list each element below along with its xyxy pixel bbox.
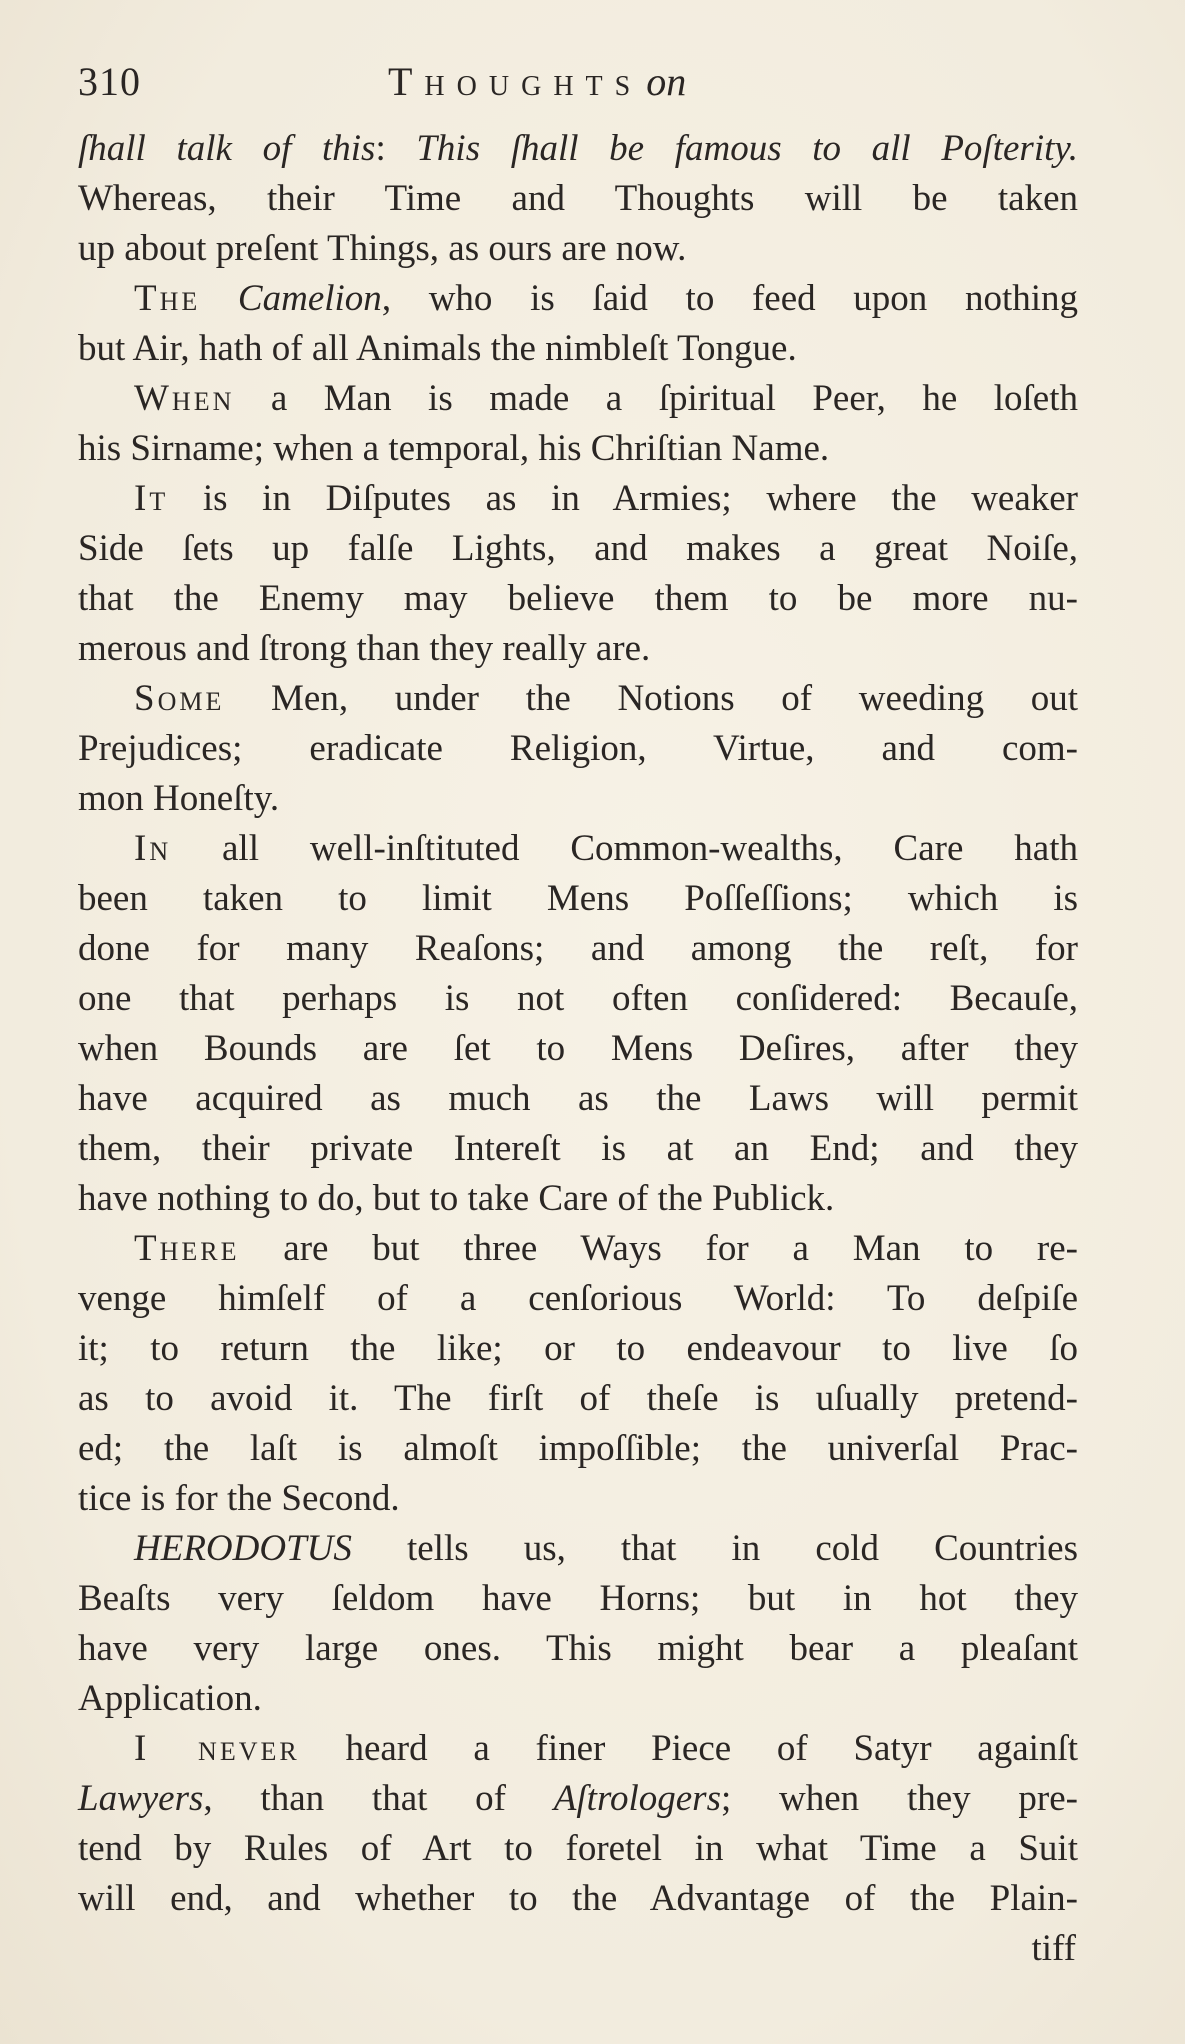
running-head: [388, 58, 686, 105]
text-run: :: [375, 128, 417, 169]
text-line: [78, 1474, 1078, 1524]
text-line: [78, 1924, 1078, 1974]
running-head-title: Thoughts: [388, 59, 643, 104]
body-text: [78, 124, 1078, 1974]
text-run: Camelion: [237, 278, 382, 319]
text-line: [78, 524, 1078, 574]
text-run: tend by Rules of Art to foretel in what Time a Suit: [78, 1828, 1078, 1869]
text-line: [78, 624, 1078, 674]
text-run: them, their private Intereſt is at an End; and they: [78, 1128, 1078, 1169]
text-run: The: [134, 278, 201, 319]
text-run: In: [134, 828, 172, 869]
text-line: [78, 1724, 1078, 1774]
text-line: [78, 1624, 1078, 1674]
text-line: [78, 724, 1078, 774]
text-run: Whereas, their Time and Thoughts will be taken: [78, 178, 1078, 219]
running-head-italic: on: [646, 59, 687, 104]
text-line: [78, 224, 1078, 274]
text-run: Men, under the Notions of weeding out: [224, 678, 1078, 719]
text-run: [200, 278, 238, 319]
text-line: [78, 674, 1078, 724]
text-line: [78, 474, 1078, 524]
text-run: heard a finer Piece of Satyr againſt: [299, 1728, 1078, 1769]
text-run: Lawyers: [78, 1778, 204, 1819]
text-line: [78, 824, 1078, 874]
text-line: [78, 1224, 1078, 1274]
text-run: Some: [134, 678, 225, 719]
text-line: [78, 574, 1078, 624]
text-run: I never: [134, 1728, 300, 1769]
text-line: [78, 1424, 1078, 1474]
text-line: [78, 1374, 1078, 1424]
text-run: are but three Ways for a Man to re-: [239, 1228, 1078, 1269]
text-run: Aſtrologers: [553, 1778, 721, 1819]
text-line: [78, 174, 1078, 224]
text-run: as to avoid it. The firſt of theſe is uſually pretend-: [78, 1378, 1078, 1419]
text-line: [78, 374, 1078, 424]
text-line: [78, 1024, 1078, 1074]
text-run: When: [134, 378, 235, 419]
text-run: Application.: [78, 1678, 262, 1719]
text-run: This ſhall be famous to all Poſterity.: [416, 128, 1079, 169]
text-run: venge himſelf of a cenſorious World: To deſpiſe: [78, 1278, 1078, 1319]
text-run: up about preſent Things, as ours are now.: [78, 228, 687, 269]
text-run: done for many Reaſons; and among the reſt, for: [78, 928, 1078, 969]
text-run: have very large ones. This might bear a pleaſant: [78, 1628, 1078, 1669]
text-run: when Bounds are ſet to Mens Deſires, after they: [78, 1028, 1078, 1069]
text-run: There: [134, 1228, 240, 1269]
text-line: [78, 274, 1078, 324]
page-header: [78, 58, 1078, 118]
text-run: tiff: [1031, 1928, 1076, 1969]
text-run: will end, and whether to the Advantage of the Plain-: [78, 1878, 1078, 1919]
text-run: have acquired as much as the Laws will permit: [78, 1078, 1078, 1119]
text-run: ed; the laſt is almoſt impoſſible; the univerſal Prac-: [78, 1428, 1078, 1469]
page-number: 310: [78, 59, 141, 104]
text-run: HERODOTUS: [134, 1528, 352, 1569]
text-run: tice is for the Second.: [78, 1478, 400, 1519]
text-run: Side ſets up falſe Lights, and makes a great Noiſe,: [78, 528, 1078, 569]
text-run: mon Honeſty.: [78, 778, 280, 819]
text-line: [78, 1324, 1078, 1374]
text-run: his Sirname; when a temporal, his Chriſtian Name.: [78, 428, 830, 469]
text-run: a Man is made a ſpiritual Peer, he loſeth: [234, 378, 1078, 419]
text-run: Beaſts very ſeldom have Horns; but in hot they: [78, 1578, 1078, 1619]
text-line: [78, 1524, 1078, 1574]
text-run: have nothing to do, but to take Care of the Publick.: [78, 1178, 835, 1219]
text-run: Prejudices; eradicate Religion, Virtue, and com-: [78, 728, 1078, 769]
text-run: all well-inſtituted Common-wealths, Care hath: [171, 828, 1078, 869]
text-line: [78, 874, 1078, 924]
text-line: [78, 124, 1078, 174]
text-line: [78, 424, 1078, 474]
text-line: [78, 1074, 1078, 1124]
text-line: [78, 1674, 1078, 1724]
text-run: been taken to limit Mens Poſſeſſions; which is: [78, 878, 1078, 919]
text-line: [78, 324, 1078, 374]
text-line: [78, 1274, 1078, 1324]
text-line: [78, 1774, 1078, 1824]
text-line: [78, 924, 1078, 974]
text-line: [78, 1874, 1078, 1924]
text-run: , who is ſaid to feed upon nothing: [381, 278, 1079, 319]
text-run: merous and ſtrong than they really are.: [78, 628, 651, 669]
text-line: [78, 1174, 1078, 1224]
text-run: is in Diſputes as in Armies; where the weaker: [168, 478, 1078, 519]
text-run: It: [134, 478, 169, 519]
text-run: it; to return the like; or to endeavour to live ſo: [78, 1328, 1078, 1369]
text-run: that the Enemy may believe them to be more nu-: [78, 578, 1078, 619]
text-line: [78, 1124, 1078, 1174]
text-run: one that perhaps is not often conſidered: Becauſe,: [78, 978, 1078, 1019]
text-line: [78, 974, 1078, 1024]
text-line: [78, 1574, 1078, 1624]
text-run: ; when they pre-: [720, 1778, 1078, 1819]
text-line: [78, 1824, 1078, 1874]
text-run: but Air, hath of all Animals the nimbleſt Tongue.: [78, 328, 797, 369]
text-run: , than that of: [203, 1778, 554, 1819]
text-line: [78, 774, 1078, 824]
text-run: tells us, that in cold Countries: [351, 1528, 1078, 1569]
text-run: ſhall talk of this: [78, 128, 376, 169]
